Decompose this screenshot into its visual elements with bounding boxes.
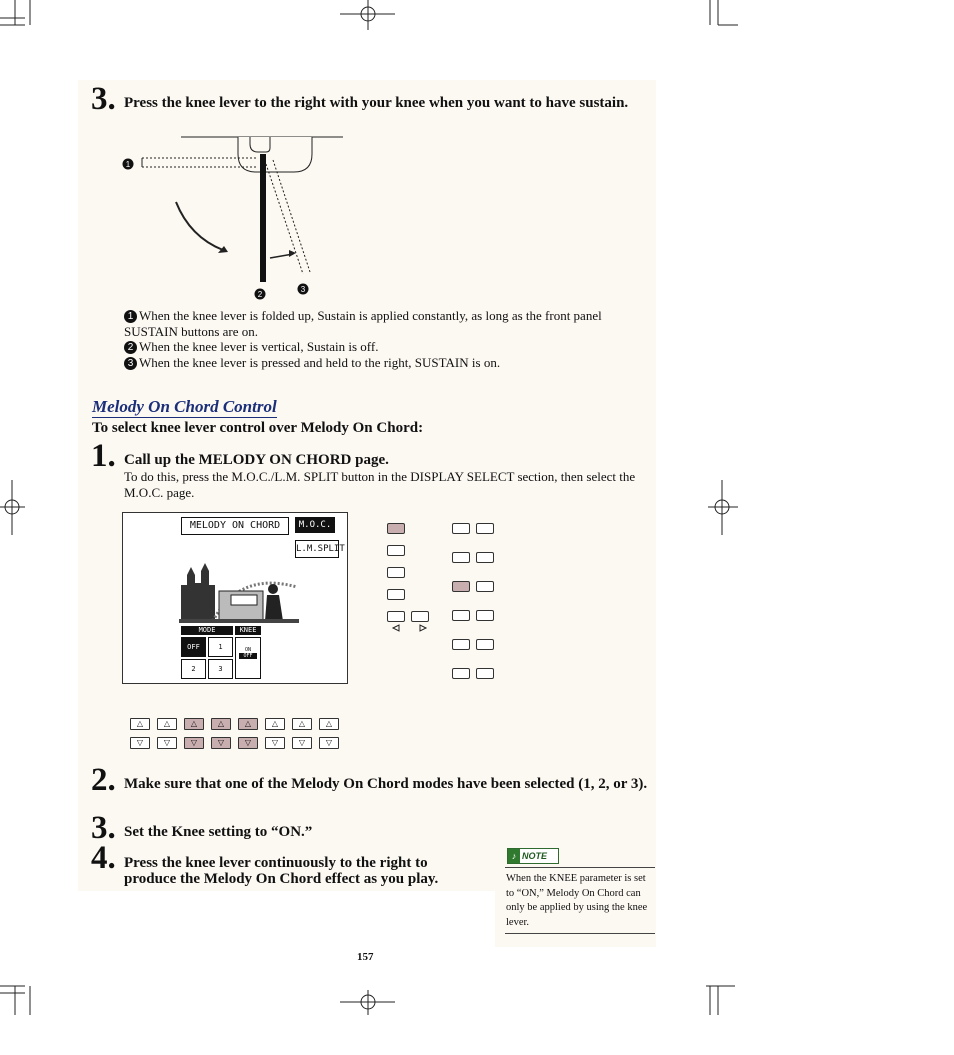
- lcd-display: [122, 512, 348, 684]
- panel-button[interactable]: [387, 545, 405, 556]
- panel-button[interactable]: [387, 611, 405, 622]
- lcd-mode-3[interactable]: 3: [208, 659, 233, 679]
- lcd-knee-off: OFF: [239, 653, 257, 659]
- up-arrow-button[interactable]: △: [130, 718, 150, 730]
- section-title: Melody On Chord Control: [92, 397, 277, 416]
- up-arrow-button[interactable]: △: [157, 718, 177, 730]
- lcd-mode-2[interactable]: 2: [181, 659, 206, 679]
- panel-button[interactable]: [476, 581, 494, 592]
- step-instruction: Make sure that one of the Melody On Chord modes have been selected (1, 2, or 3).: [124, 776, 648, 792]
- step-number: 4.: [91, 840, 116, 876]
- lcd-knee-on: ON: [244, 647, 252, 653]
- lcd-mode-off[interactable]: OFF: [181, 637, 206, 657]
- callout-2: 2: [257, 290, 263, 299]
- panel-button[interactable]: [476, 523, 494, 534]
- legend-item: [124, 339, 644, 355]
- up-arrow-button[interactable]: △: [238, 718, 258, 730]
- callout-1: 1: [125, 160, 131, 169]
- page-number: 157: [357, 951, 374, 963]
- legend-item: [124, 355, 644, 371]
- lcd-knee-label: KNEE: [235, 626, 261, 635]
- note-text: When the KNEE parameter is set to “ON,” Melody On Chord can only be applied by using the knee lever.: [506, 873, 648, 928]
- lcd-page-title: MELODY ON CHORD: [181, 517, 289, 535]
- legend-number: 1: [124, 310, 137, 323]
- up-arrow-button[interactable]: △: [265, 718, 285, 730]
- step-number: 1.: [91, 438, 116, 474]
- legend-number: 2: [124, 341, 137, 354]
- down-arrow-button[interactable]: ▽: [265, 737, 285, 749]
- up-arrow-button[interactable]: △: [292, 718, 312, 730]
- up-arrow-button[interactable]: △: [184, 718, 204, 730]
- legend-text: When the knee lever is folded up, Sustain is applied constantly, as long as the front panel SUSTAIN buttons are on.: [124, 308, 602, 339]
- lcd-tab-moc[interactable]: M.O.C.: [295, 517, 335, 533]
- panel-button[interactable]: [476, 610, 494, 621]
- down-arrow-button[interactable]: ▽: [184, 737, 204, 749]
- step-instruction: Press the knee lever to the right with your knee when you want to have sustain.: [124, 95, 629, 111]
- legend-number: 3: [124, 357, 137, 370]
- note-icon: ♪: [508, 849, 520, 863]
- up-arrow-button[interactable]: △: [211, 718, 231, 730]
- step-instruction: Set the Knee setting to “ON.”: [124, 824, 313, 840]
- note-badge: [507, 848, 559, 864]
- note-rule-top: [505, 867, 655, 868]
- panel-button[interactable]: [476, 668, 494, 679]
- panel-button[interactable]: [452, 523, 470, 534]
- panel-button[interactable]: [452, 552, 470, 563]
- panel-button[interactable]: [476, 552, 494, 563]
- lcd-tab-lmsplit[interactable]: L.M.SPLIT: [295, 540, 339, 558]
- legend-text: When the knee lever is vertical, Sustain is off.: [139, 339, 379, 354]
- panel-button[interactable]: [387, 523, 405, 534]
- step-number: 3.: [91, 81, 116, 117]
- lcd-mode-1[interactable]: 1: [208, 637, 233, 657]
- note-badge-label: NOTE: [522, 851, 548, 861]
- step-number: 3.: [91, 810, 116, 846]
- down-arrow-button[interactable]: ▽: [157, 737, 177, 749]
- step-title: Call up the MELODY ON CHORD page.: [124, 452, 389, 468]
- section-subtitle: To select knee lever control over Melody On Chord:: [92, 420, 424, 436]
- step-number: 2.: [91, 762, 116, 798]
- panel-button[interactable]: [452, 668, 470, 679]
- lcd-knee-selector[interactable]: [235, 637, 261, 679]
- down-arrow-button[interactable]: ▽: [319, 737, 339, 749]
- panel-button[interactable]: [387, 567, 405, 578]
- note-rule-bottom: [505, 933, 655, 934]
- panel-button[interactable]: [452, 581, 470, 592]
- down-arrow-button[interactable]: ▽: [130, 737, 150, 749]
- callout-3: 3: [300, 285, 306, 294]
- legend-item: [124, 308, 644, 340]
- panel-button[interactable]: [452, 610, 470, 621]
- down-arrow-button[interactable]: ▽: [211, 737, 231, 749]
- lcd-mode-label: MODE: [181, 626, 233, 635]
- legend-text: When the knee lever is pressed and held to the right, SUSTAIN is on.: [139, 355, 501, 370]
- step-instruction: Press the knee lever continuously to the right to produce the Melody On Chord effect as you play.: [124, 855, 439, 887]
- page-arrow-icons: [390, 623, 430, 633]
- knee-lever-diagram: [118, 132, 348, 302]
- panel-button[interactable]: [411, 611, 429, 622]
- down-arrow-button[interactable]: ▽: [292, 737, 312, 749]
- up-arrow-button[interactable]: △: [319, 718, 339, 730]
- panel-button[interactable]: [452, 639, 470, 650]
- panel-button[interactable]: [387, 589, 405, 600]
- step-body: To do this, press the M.O.C./L.M. SPLIT button in the DISPLAY SELECT section, then select the M.O.C. page.: [124, 469, 636, 500]
- panel-button[interactable]: [476, 639, 494, 650]
- organ-player-illustration: [179, 561, 299, 623]
- down-arrow-button[interactable]: ▽: [238, 737, 258, 749]
